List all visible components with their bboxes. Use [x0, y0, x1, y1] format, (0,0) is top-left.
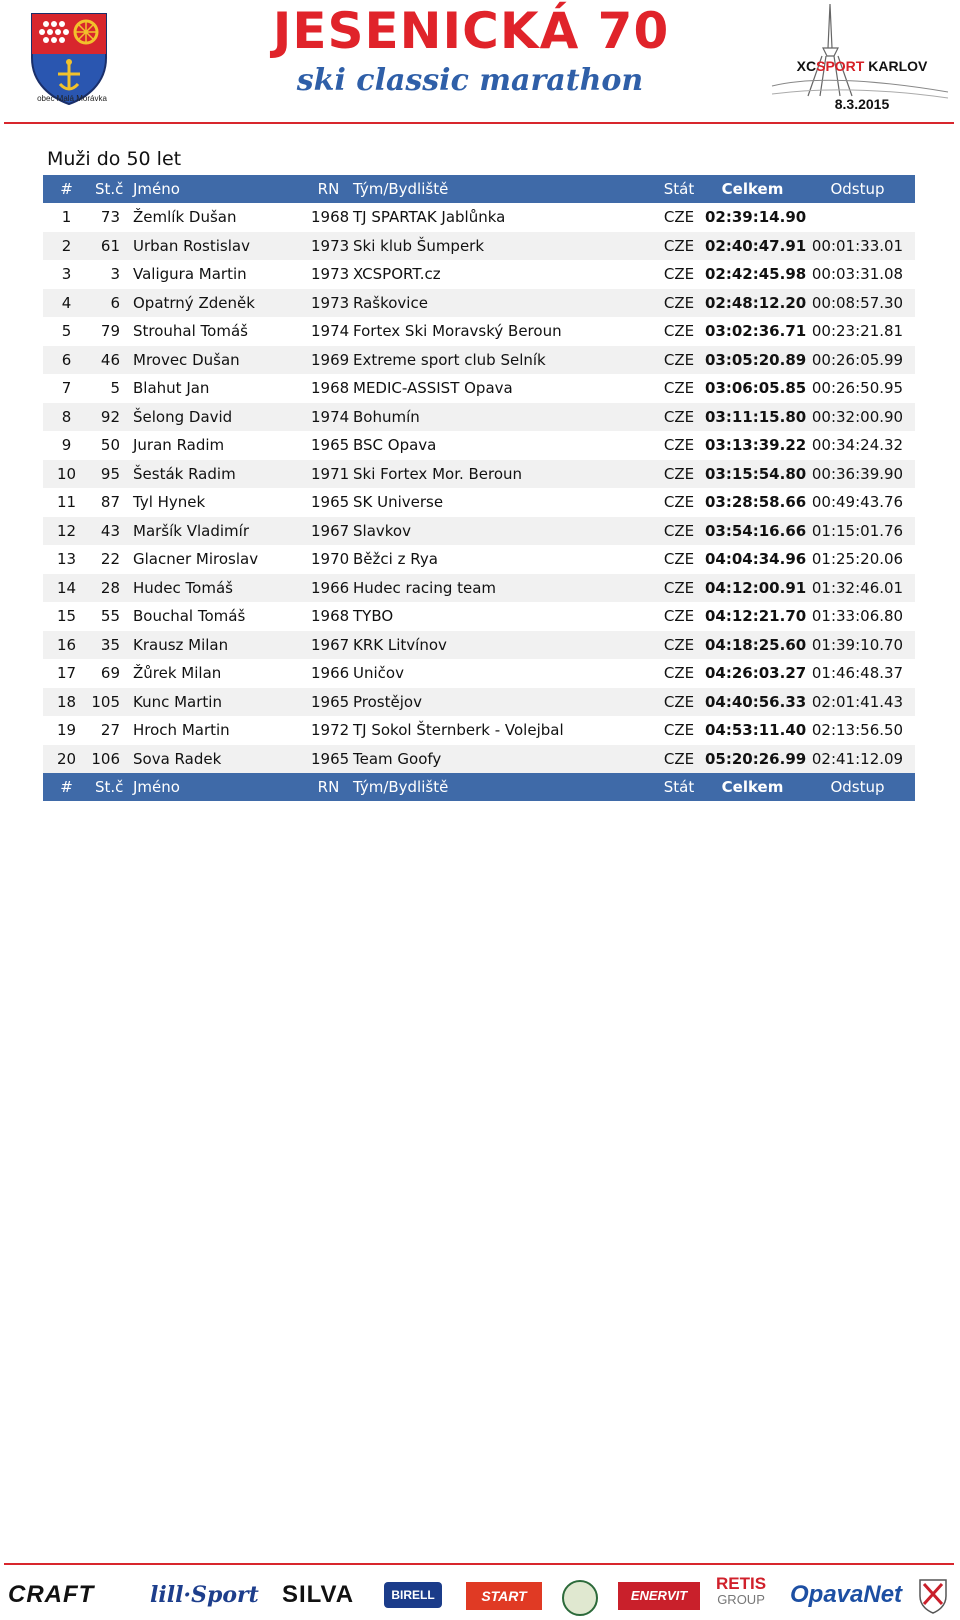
table-footer-row — [43, 773, 915, 801]
cell-state: CZE — [663, 607, 695, 625]
cell-total: 04:18:25.60 — [705, 635, 807, 654]
cell-bib: 22 — [100, 550, 120, 568]
cell-bib: 46 — [100, 350, 120, 369]
table-row — [43, 460, 915, 489]
cell-state: CZE — [663, 293, 695, 312]
footer-divider — [4, 1563, 954, 1565]
cell-bib: 35 — [100, 635, 120, 654]
cell-rn: 1965 — [311, 436, 350, 454]
cell-name: Krausz Milan — [133, 635, 229, 654]
cell-pos: 2 — [61, 236, 72, 255]
cell-total: 03:28:58.66 — [705, 493, 807, 511]
cell-pos: 16 — [56, 635, 77, 654]
cell-gap: 00:32:00.90 — [811, 407, 904, 426]
cell-name: Opatrný Zdeněk — [133, 293, 255, 312]
crest-caption: obec Malá Morávka — [37, 94, 107, 103]
cell-team: Ski Fortex Mor. Beroun — [353, 464, 523, 483]
cell-name: Hroch Martin — [133, 721, 230, 739]
cell-rn: 1966 — [311, 578, 350, 597]
header-state: Stát — [663, 180, 695, 198]
header-bib: St.č — [95, 180, 124, 198]
cell-name: Žůrek Milan — [133, 664, 222, 682]
cell-bib: 27 — [100, 721, 120, 739]
cell-pos: 7 — [61, 379, 72, 397]
cell-pos: 15 — [56, 607, 77, 625]
sponsor-enervit-logo: ENERVIT — [618, 1582, 700, 1610]
cell-name: Šelong David — [133, 407, 233, 426]
cell-name: Sova Radek — [133, 749, 222, 768]
header-total: Celkem — [721, 180, 784, 198]
cell-pos: 17 — [56, 664, 77, 682]
table-row — [43, 260, 915, 289]
sponsor-craft-logo: CRAFT — [8, 1581, 95, 1608]
cell-state: CZE — [663, 350, 695, 369]
footer-pos: # — [60, 778, 73, 796]
cell-state: CZE — [663, 493, 695, 511]
cell-total: 02:42:45.98 — [705, 265, 807, 283]
cell-total: 03:02:36.71 — [705, 322, 807, 340]
header-name: Jméno — [133, 180, 180, 198]
cell-gap: 00:26:05.99 — [811, 350, 904, 369]
sponsor-birell-logo: BIRELL — [384, 1582, 442, 1608]
table-row — [43, 403, 915, 432]
cell-total: 05:20:26.99 — [705, 749, 807, 768]
organizer-name: XCSPORT KARLOV — [796, 58, 928, 74]
cell-rn: 1968 — [311, 208, 350, 226]
table-row — [43, 289, 915, 318]
cell-total: 04:12:00.91 — [705, 578, 807, 597]
cell-gap: 02:41:12.09 — [811, 749, 904, 768]
sponsor-opavanet-logo: OpavaNet — [790, 1581, 903, 1608]
header-team: Tým/Bydliště — [353, 180, 449, 198]
cell-total: 03:06:05.85 — [705, 379, 807, 397]
cell-bib: 92 — [100, 407, 120, 426]
cell-team: Extreme sport club Selník — [353, 350, 546, 369]
cell-state: CZE — [663, 236, 695, 255]
cell-state: CZE — [663, 407, 695, 426]
cell-gap: 01:46:48.37 — [811, 664, 904, 682]
table-row — [43, 745, 915, 774]
cell-rn: 1965 — [311, 493, 350, 511]
cell-state: CZE — [663, 265, 695, 283]
footer-rn: RN — [317, 778, 340, 796]
cell-total: 03:15:54.80 — [705, 464, 807, 483]
cell-name: Urban Rostislav — [133, 236, 250, 255]
event-date: 8.3.2015 — [834, 96, 890, 112]
cell-pos: 5 — [61, 322, 72, 340]
category-title: Muži do 50 let — [47, 148, 182, 170]
cell-state: CZE — [663, 749, 695, 768]
cell-rn: 1965 — [311, 692, 350, 711]
cell-pos: 6 — [61, 350, 72, 369]
table-row — [43, 232, 915, 261]
table-row — [43, 631, 915, 660]
cell-bib: 43 — [100, 521, 120, 540]
cell-team: Bohumín — [353, 407, 420, 426]
cell-team: TJ Sokol Šternberk - Volejbal — [353, 721, 564, 739]
footer-total: Celkem — [721, 778, 784, 796]
sponsor-silva-logo: SILVA — [282, 1581, 355, 1608]
footer-name: Jméno — [133, 778, 180, 796]
cell-total: 02:39:14.90 — [705, 208, 807, 226]
cell-state: CZE — [663, 464, 695, 483]
cell-team: Raškovice — [353, 293, 428, 312]
cell-team: SK Universe — [353, 493, 444, 511]
cell-state: CZE — [663, 436, 695, 454]
cell-name: Strouhal Tomáš — [133, 322, 248, 340]
cell-gap: 00:08:57.30 — [811, 293, 904, 312]
event-subtitle: ski classic marathon — [296, 63, 644, 98]
cell-team: Prostějov — [353, 692, 422, 711]
cell-bib: 5 — [110, 379, 120, 397]
cell-gap: 02:13:56.50 — [811, 721, 904, 739]
event-title: JESENICKÁ 70 — [272, 2, 670, 60]
cell-pos: 18 — [56, 692, 77, 711]
table-row — [43, 346, 915, 375]
cell-total: 02:48:12.20 — [705, 293, 807, 312]
cell-state: CZE — [663, 578, 695, 597]
cell-gap: 00:03:31.08 — [811, 265, 904, 283]
table-header-row — [43, 175, 915, 203]
cell-pos: 4 — [61, 293, 72, 312]
cell-total: 03:54:16.66 — [705, 521, 807, 540]
cell-rn: 1974 — [311, 407, 350, 426]
sponsor-start-logo: START — [466, 1582, 542, 1610]
footer-bib: St.č — [95, 778, 124, 796]
cell-total: 04:26:03.27 — [705, 664, 807, 682]
results-table — [43, 175, 915, 801]
cell-rn: 1966 — [311, 664, 350, 682]
cell-gap: 01:39:10.70 — [811, 635, 904, 654]
cell-bib: 73 — [100, 208, 120, 226]
table-row — [43, 716, 915, 745]
municipal-crest-icon — [28, 10, 110, 105]
table-row — [43, 688, 915, 717]
cell-gap: 01:25:20.06 — [811, 550, 904, 568]
cell-total: 04:04:34.96 — [705, 550, 807, 568]
cell-bib: 50 — [100, 436, 120, 454]
cell-bib: 87 — [100, 493, 120, 511]
cell-state: CZE — [663, 550, 695, 568]
cell-pos: 11 — [56, 493, 77, 511]
cell-gap: 00:23:21.81 — [811, 322, 904, 340]
cell-state: CZE — [663, 635, 695, 654]
cell-state: CZE — [663, 721, 695, 739]
table-row — [43, 574, 915, 603]
cell-name: Hudec Tomáš — [133, 578, 233, 597]
cell-total: 03:05:20.89 — [705, 350, 807, 369]
cell-bib: 69 — [100, 664, 120, 682]
cell-state: CZE — [663, 322, 695, 340]
header-gap: Odstup — [830, 180, 885, 198]
cell-rn: 1967 — [311, 521, 350, 540]
cell-rn: 1965 — [311, 749, 350, 768]
cell-team: Uničov — [353, 664, 404, 682]
cell-gap: 00:01:33.01 — [811, 236, 904, 255]
cell-name: Valigura Martin — [133, 265, 247, 283]
cell-bib: 3 — [110, 265, 120, 283]
sponsor-bar — [0, 1570, 960, 1618]
cell-name: Žemlík Dušan — [133, 208, 237, 226]
cell-state: CZE — [663, 692, 695, 711]
cell-team: Fortex Ski Moravský Beroun — [353, 322, 562, 340]
cell-state: CZE — [663, 208, 695, 226]
cell-gap: 01:33:06.80 — [811, 607, 904, 625]
cell-gap: 00:26:50.95 — [811, 379, 904, 397]
cell-bib: 79 — [100, 322, 120, 340]
cell-name: Maršík Vladimír — [133, 521, 249, 540]
cell-pos: 10 — [56, 464, 77, 483]
cell-state: CZE — [663, 521, 695, 540]
footer-gap: Odstup — [830, 778, 885, 796]
cell-pos: 12 — [56, 521, 77, 540]
sponsor-lill-logo: lill·Sport — [150, 1582, 259, 1608]
cell-name: Kunc Martin — [133, 692, 222, 711]
cell-rn: 1969 — [311, 350, 350, 369]
cell-gap: 00:49:43.76 — [811, 493, 904, 511]
cell-rn: 1972 — [311, 721, 350, 739]
cell-rn: 1967 — [311, 635, 350, 654]
cell-pos: 8 — [61, 407, 72, 426]
cell-pos: 3 — [61, 265, 72, 283]
cell-team: BSC Opava — [353, 436, 437, 454]
cell-name: Juran Radim — [133, 436, 225, 454]
cell-gap: 01:32:46.01 — [811, 578, 904, 597]
cell-total: 02:40:47.91 — [705, 236, 807, 255]
table-row — [43, 488, 915, 517]
cell-total: 03:11:15.80 — [705, 407, 807, 426]
cell-bib: 95 — [100, 464, 120, 483]
cell-gap: 00:36:39.90 — [811, 464, 904, 483]
cell-total: 03:13:39.22 — [705, 436, 807, 454]
table-row — [43, 602, 915, 631]
cell-team: TJ SPARTAK Jablůnka — [353, 208, 506, 226]
cell-rn: 1970 — [311, 550, 350, 568]
cell-name: Mrovec Dušan — [133, 350, 240, 369]
cell-pos: 20 — [56, 749, 77, 768]
table-row — [43, 431, 915, 460]
cell-rn: 1968 — [311, 379, 350, 397]
cell-total: 04:40:56.33 — [705, 692, 807, 711]
table-body — [43, 203, 915, 773]
header-rn: RN — [317, 180, 340, 198]
cell-bib: 105 — [91, 692, 120, 711]
table-row — [43, 659, 915, 688]
cell-team: KRK Litvínov — [353, 635, 447, 654]
header-pos: # — [60, 180, 73, 198]
cell-team: Team Goofy — [353, 749, 442, 768]
cell-name: Blahut Jan — [133, 379, 210, 397]
cell-state: CZE — [663, 379, 695, 397]
cell-team: XCSPORT.cz — [353, 265, 441, 283]
sponsor-crest-icon — [918, 1578, 948, 1614]
cell-rn: 1973 — [311, 236, 350, 255]
cell-pos: 14 — [56, 578, 77, 597]
cell-gap: 00:34:24.32 — [811, 436, 904, 454]
cell-bib: 28 — [100, 578, 120, 597]
cell-pos: 13 — [56, 550, 77, 568]
table-row — [43, 374, 915, 403]
cell-bib: 106 — [91, 749, 120, 768]
cell-rn: 1968 — [311, 607, 350, 625]
cell-team: Slavkov — [353, 521, 411, 540]
cell-bib: 55 — [100, 607, 120, 625]
cell-team: MEDIC-ASSIST Opava — [353, 379, 513, 397]
cell-state: CZE — [663, 664, 695, 682]
cell-rn: 1973 — [311, 293, 350, 312]
table-row — [43, 203, 915, 232]
cell-pos: 1 — [61, 208, 72, 226]
cell-team: Ski klub Šumperk — [353, 236, 485, 255]
table-row — [43, 317, 915, 346]
footer-team: Tým/Bydliště — [353, 778, 449, 796]
cell-pos: 9 — [61, 436, 72, 454]
sponsor-retis-logo: RETIS GROUP — [716, 1574, 767, 1607]
cell-total: 04:53:11.40 — [705, 721, 807, 739]
cell-name: Tyl Hynek — [133, 493, 206, 511]
cell-bib: 61 — [100, 236, 120, 255]
cell-rn: 1971 — [311, 464, 350, 483]
page-header — [0, 0, 960, 125]
cell-gap: 02:01:41.43 — [811, 692, 904, 711]
sponsor-badge-icon — [562, 1580, 598, 1616]
cell-rn: 1973 — [311, 265, 350, 283]
cell-name: Glacner Miroslav — [133, 550, 259, 568]
cell-team: TYBO — [353, 607, 394, 625]
cell-pos: 19 — [56, 721, 77, 739]
cell-total: 04:12:21.70 — [705, 607, 807, 625]
table-row — [43, 545, 915, 574]
cell-gap: 01:15:01.76 — [811, 521, 904, 540]
cell-name: Bouchal Tomáš — [133, 607, 246, 625]
cell-team: Běžci z Rya — [353, 550, 438, 568]
footer-state: Stát — [663, 778, 695, 796]
cell-name: Šesták Radim — [133, 464, 236, 483]
cell-bib: 6 — [110, 293, 120, 312]
table-row — [43, 517, 915, 546]
cell-team: Hudec racing team — [353, 578, 497, 597]
header-divider — [4, 122, 954, 124]
cell-rn: 1974 — [311, 322, 350, 340]
